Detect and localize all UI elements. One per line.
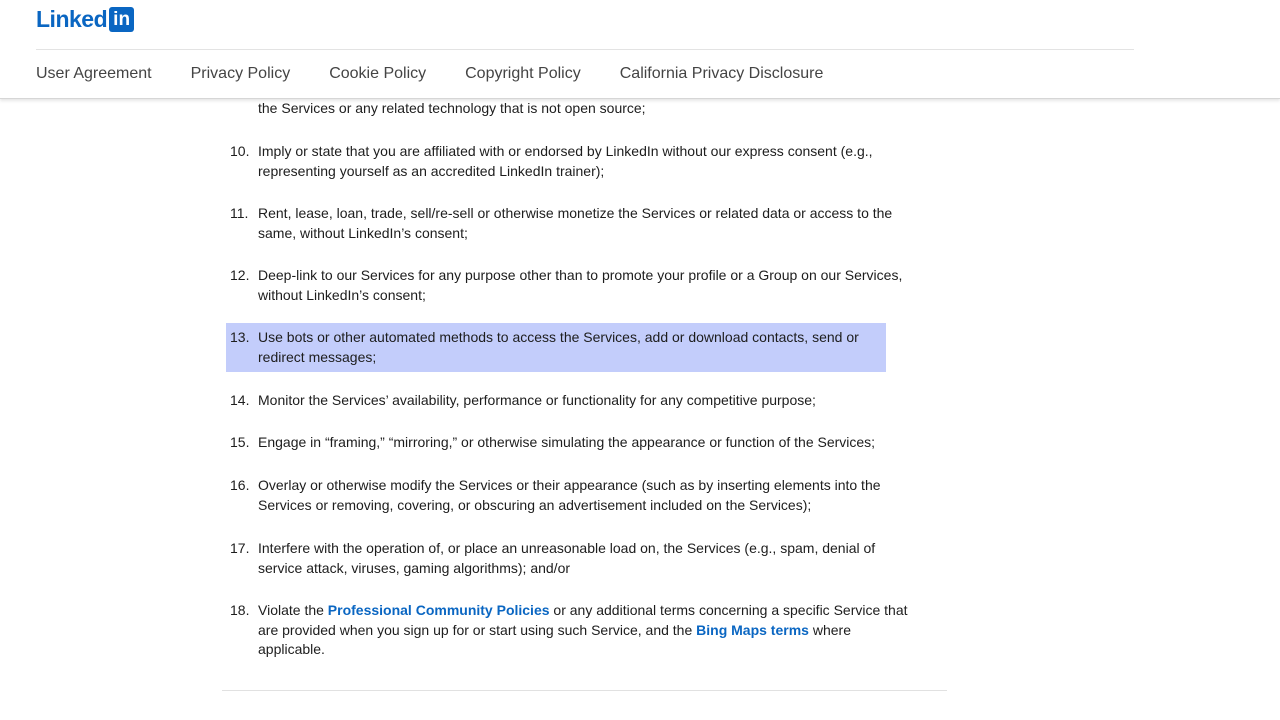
nav-privacy-policy[interactable]: Privacy Policy [190, 65, 291, 82]
nav-user-agreement[interactable]: User Agreement [36, 65, 152, 82]
list-number: 17. [230, 540, 250, 556]
nav-copyright-policy[interactable]: Copyright Policy [465, 65, 581, 82]
text-part: where applicable. [258, 621, 851, 657]
list-item-18 [226, 601, 916, 660]
list-item-text: the Services or any related technology that is not open source; [258, 100, 646, 116]
logo-wordmark: Linked [36, 5, 108, 32]
linkedin-logo[interactable] [36, 6, 134, 32]
section-divider [222, 690, 947, 691]
list-item-9-partial [226, 99, 916, 119]
list-number: 15. [230, 434, 250, 450]
list-number: 10. [230, 143, 250, 159]
policy-nav [36, 65, 862, 83]
header-divider [36, 49, 1134, 50]
list-number: 18. [230, 602, 250, 618]
list-item-text: Monitor the Services’ availability, performance or functionality for any competitive purpose; [258, 392, 816, 408]
list-item-15 [226, 433, 916, 453]
professional-community-policies-link[interactable]: Professional Community Policies [327, 602, 550, 618]
page-header [0, 0, 1280, 99]
list-item-12 [226, 266, 916, 305]
list-number: 13. [230, 329, 250, 345]
list-item-11 [226, 204, 916, 243]
list-item-13-highlighted [226, 323, 886, 372]
text-part: or any additional terms concerning a specific Service that are provided when you sign up for or start using such Service, and the [258, 602, 908, 638]
text-part: Violate the [258, 602, 328, 618]
list-item-text: Overlay or otherwise modify the Services or their appearance (such as by inserting elements into the Services or removing, covering, or obscuring an advertisement included on the Services); [258, 477, 881, 513]
list-item-14 [226, 391, 916, 411]
bing-maps-terms-link[interactable]: Bing Maps terms [696, 621, 809, 638]
list-item-16 [226, 476, 916, 515]
list-item-text: Rent, lease, loan, trade, sell/re-sell or otherwise monetize the Services or related data or access to the same, without LinkedIn’s consent; [258, 205, 893, 241]
list-item-10 [226, 142, 916, 181]
list-item-text [258, 601, 916, 660]
list-item-text: Deep-link to our Services for any purpose other than to promote your profile or a Group on our Services, without LinkedIn’s consent; [258, 267, 903, 303]
list-number: 12. [230, 267, 250, 283]
nav-cookie-policy[interactable]: Cookie Policy [329, 65, 427, 82]
list-item-text: Interfere with the operation of, or place an unreasonable load on, the Services (e.g., spam, denial of service attack, viruses, gaming algorithms); and/or [258, 540, 876, 576]
nav-california-privacy-disclosure[interactable]: California Privacy Disclosure [619, 65, 824, 82]
logo-in-box: in [109, 7, 134, 32]
list-item-text: Engage in “framing,” “mirroring,” or otherwise simulating the appearance or function of the Services; [258, 434, 876, 450]
list-item-17 [226, 539, 916, 578]
list-number: 14. [230, 392, 250, 408]
list-item-text: Imply or state that you are affiliated with or endorsed by LinkedIn without our express consent (e.g., representing yourself as an accredited LinkedIn trainer); [258, 143, 873, 179]
list-item-text: Use bots or other automated methods to access the Services, add or download contacts, send or redirect messages; [258, 329, 859, 365]
list-number: 11. [230, 205, 249, 221]
list-number: 16. [230, 477, 250, 493]
list-number [230, 99, 258, 119]
